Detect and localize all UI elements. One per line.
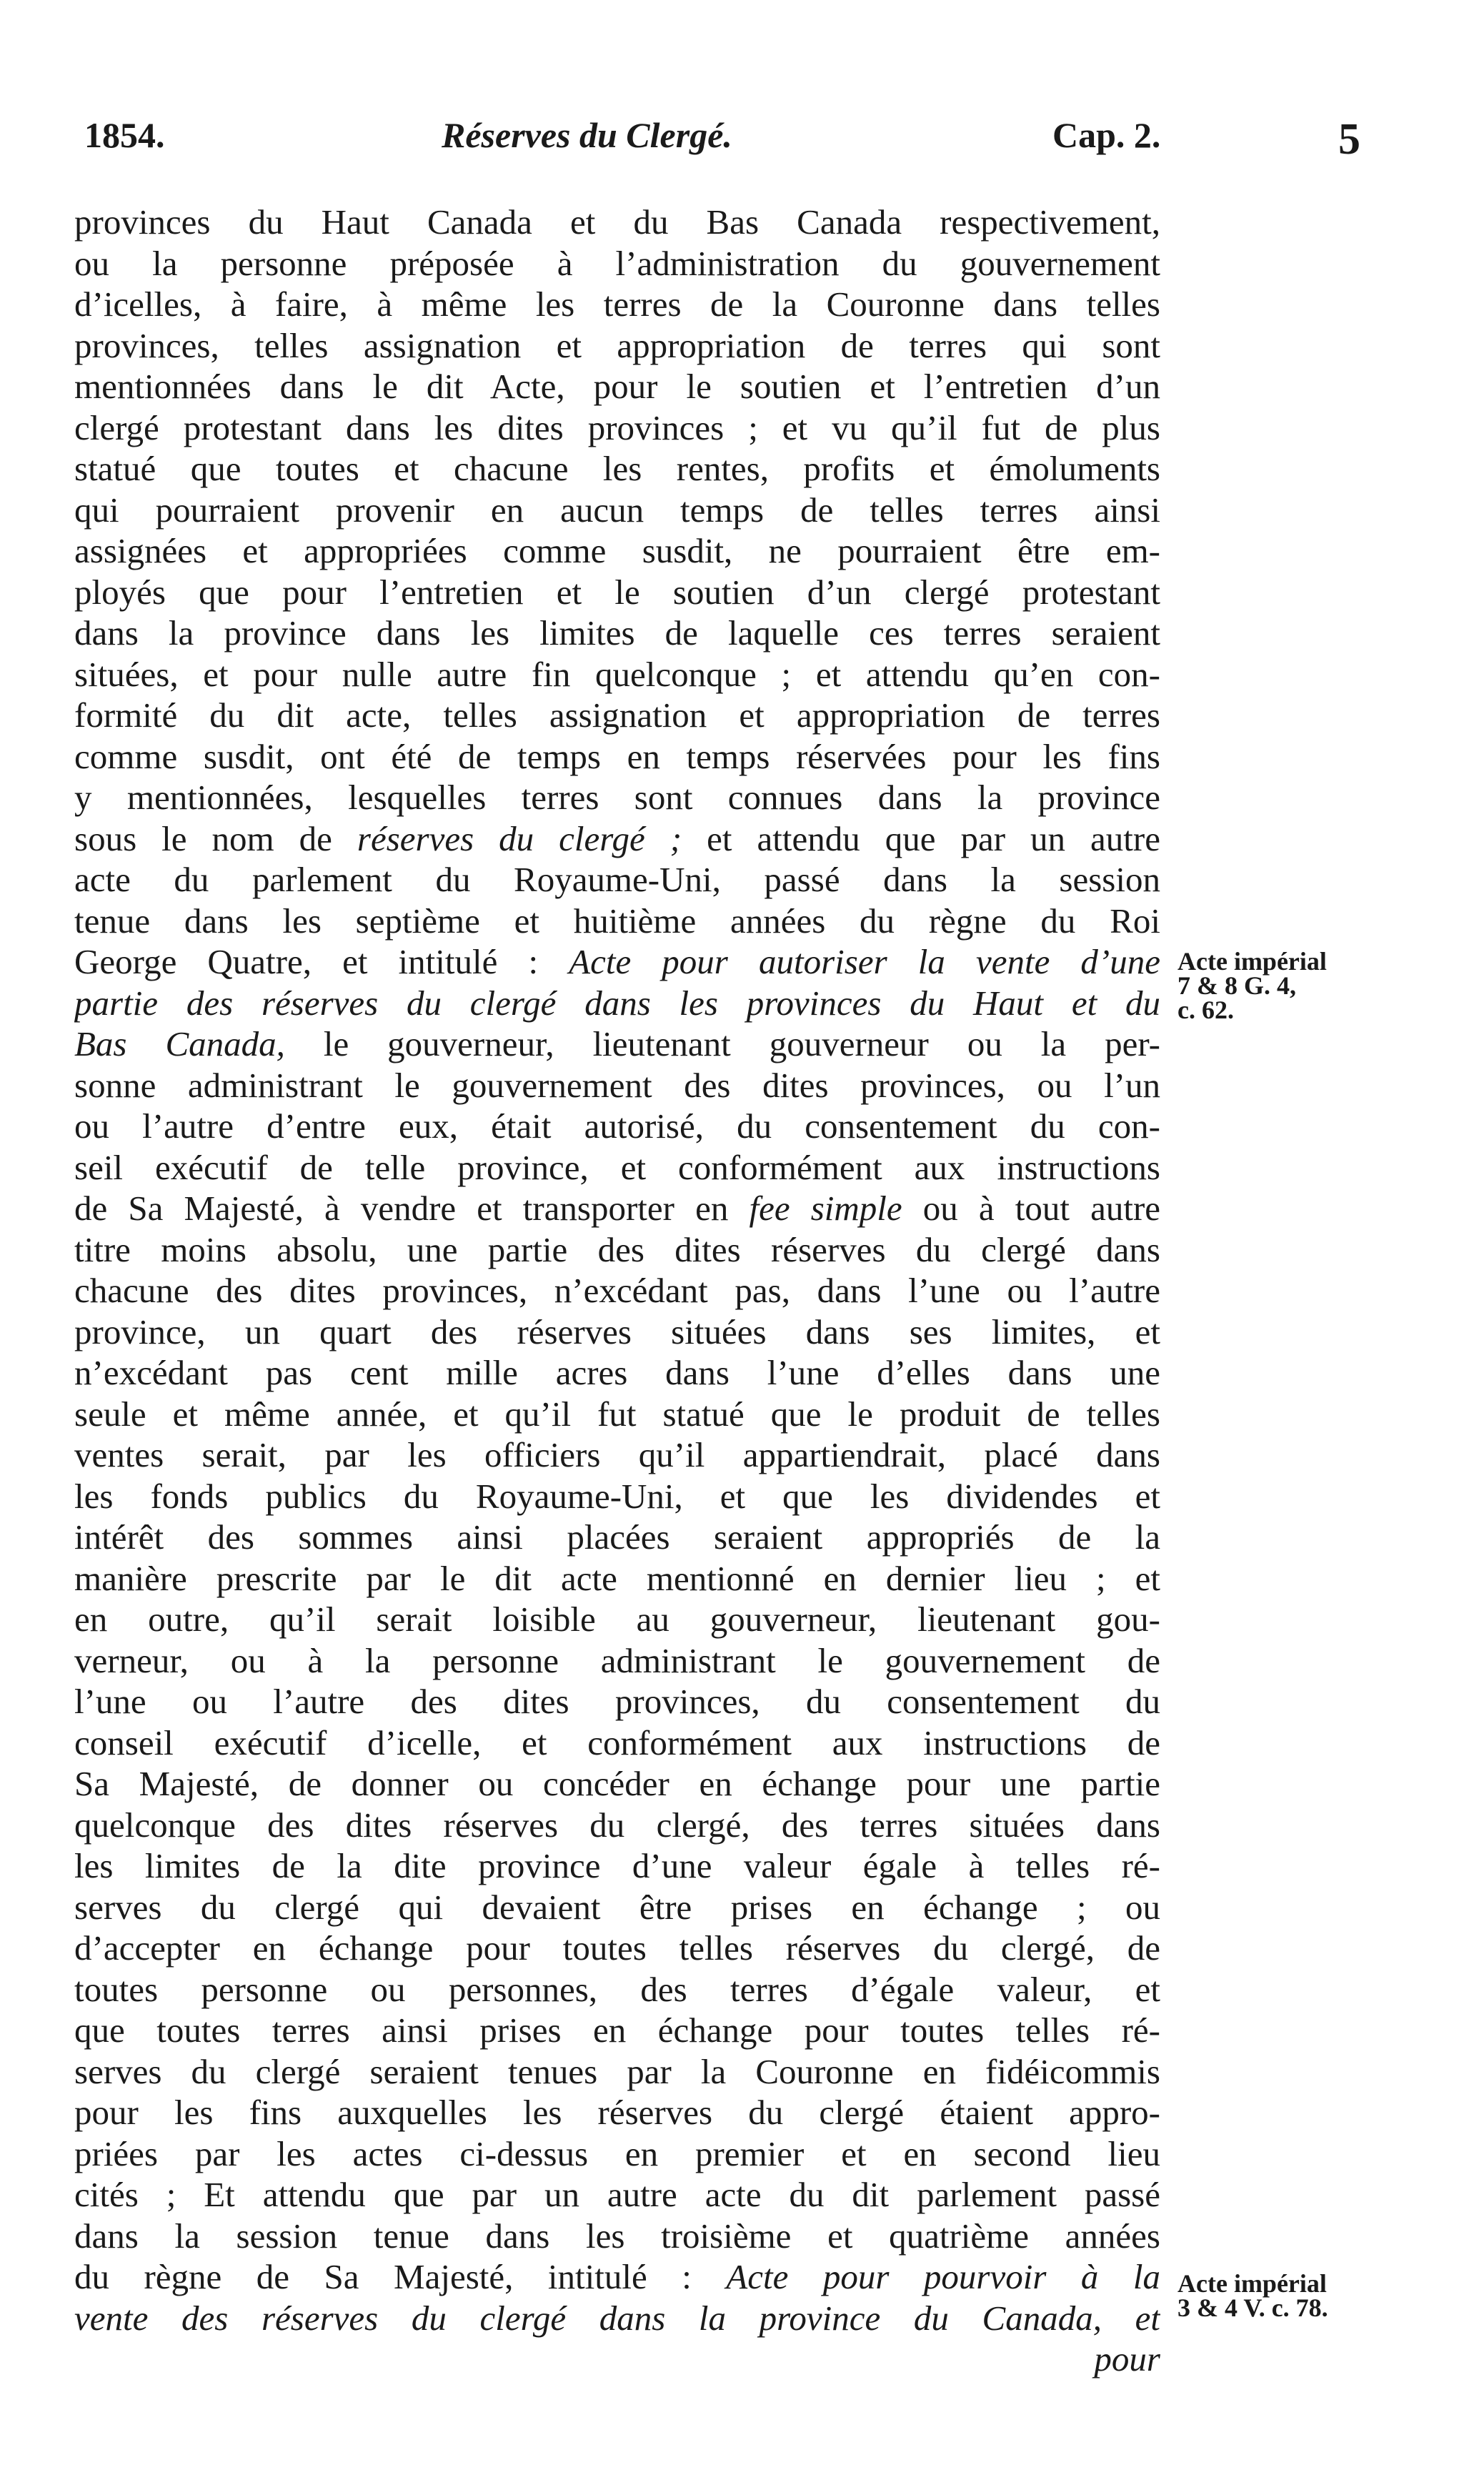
text-line: [74, 2133, 1160, 2175]
text-segment: que toutes terres ainsi prises en échange pour toutes telles ré-: [74, 2010, 1160, 2050]
text-line: [74, 202, 1160, 243]
text-line: [74, 654, 1160, 695]
text-line: [74, 1763, 1160, 1805]
text-segment: qui pourraient provenir en aucun temps de telles terres ainsi: [74, 490, 1160, 530]
text-line: [74, 2051, 1160, 2093]
text-segment: George Quatre, et intitulé :: [74, 942, 569, 981]
text-line: [74, 2216, 1160, 2257]
header-chapter: Cap. 2.: [1052, 115, 1161, 155]
text-segment: seil exécutif de telle province, et conformément aux instructions: [74, 1147, 1160, 1187]
text-segment: ployés que pour l’entretien et le soutien d’un clergé protestant: [74, 572, 1160, 612]
text-line: [74, 2174, 1160, 2216]
text-line: [74, 366, 1160, 407]
page-number: 5: [1338, 115, 1360, 164]
text-segment: du règne de Sa Majesté, intitulé :: [74, 2257, 727, 2296]
text-line: [74, 448, 1160, 490]
text-line: [74, 1969, 1160, 2010]
running-header: [84, 114, 1363, 172]
text-segment: Acte pour autoriser la vente d’une: [569, 942, 1160, 981]
text-segment: ventes serait, par les officiers qu’il appartiendrait, placé dans: [74, 1435, 1160, 1474]
text-line: [74, 612, 1160, 654]
text-segment: Sa Majesté, de donner ou concéder en échange pour une partie: [74, 1764, 1160, 1803]
text-line: [74, 941, 1160, 983]
margin-note-line: c. 62.: [1177, 996, 1234, 1024]
text-segment: ou à tout autre: [902, 1189, 1160, 1228]
text-line: [74, 2298, 1160, 2339]
text-segment: chacune des dites provinces, n’excédant pas, dans l’une ou l’autre: [74, 1271, 1160, 1310]
text-line: [74, 243, 1160, 284]
text-segment: provinces du Haut Canada et du Bas Canada respectivement,: [74, 202, 1160, 242]
text-segment: serves du clergé seraient tenues par la Couronne en fidéicommis: [74, 2051, 1160, 2091]
text-segment: ou la personne préposée à l’administration du gouvernement: [74, 243, 1160, 283]
text-segment: cités ; Et attendu que par un autre acte du dit parlement passé: [74, 2175, 1160, 2214]
text-segment: tenue dans les septième et huitième années du règne du Roi: [74, 901, 1160, 941]
text-line: [74, 1311, 1160, 1353]
text-line: [74, 490, 1160, 531]
margin-note-line: Acte impérial: [1177, 947, 1327, 976]
text-line: [74, 284, 1160, 325]
margin-note-line: 3 & 4 V. c. 78.: [1177, 2293, 1328, 2322]
text-line: [74, 2256, 1160, 2298]
text-line: [74, 2092, 1160, 2133]
text-segment: comme susdit, ont été de temps en temps réservées pour les fins: [74, 736, 1160, 776]
text-line: [74, 818, 1160, 860]
text-line: [74, 1147, 1160, 1189]
text-segment: ou l’autre d’entre eux, était autorisé, du consentement du con-: [74, 1106, 1160, 1146]
text-segment: acte du parlement du Royaume-Uni, passé dans la session: [74, 860, 1160, 899]
text-line: [74, 859, 1160, 901]
text-segment: pour les fins auxquelles les réserves du clergé étaient appro-: [74, 2093, 1160, 2132]
text-segment: pour: [1094, 2339, 1160, 2379]
text-line: [74, 1599, 1160, 1640]
margin-note-acte-imperial-1: [1177, 949, 1327, 1022]
text-line: [74, 1845, 1160, 1887]
text-line: [74, 1394, 1160, 1435]
text-segment: n’excédant pas cent mille acres dans l’une d’elles dans une: [74, 1353, 1160, 1392]
text-segment: les fonds publics du Royaume-Uni, et que les dividendes et: [74, 1476, 1160, 1516]
text-segment: formité du dit acte, telles assignation et appropriation de terres: [74, 695, 1160, 735]
text-line: [74, 1270, 1160, 1311]
text-segment: les limites de la dite province d’une valeur égale à telles ré-: [74, 1846, 1160, 1885]
text-segment: fee simple: [749, 1189, 902, 1228]
text-segment: statué que toutes et chacune les rentes, profits et émoluments: [74, 449, 1160, 488]
text-line: [74, 572, 1160, 613]
text-segment: mentionnées dans le dit Acte, pour le soutien et l’entretien d’un: [74, 367, 1160, 406]
text-segment: clergé protestant dans les dites provinces ; et vu qu’il fut de plus: [74, 407, 1160, 447]
text-line: [74, 1188, 1160, 1229]
text-segment: y mentionnées, lesquelles terres sont connues dans la province: [74, 778, 1160, 817]
text-line: [74, 983, 1160, 1024]
text-segment: le gouverneur, lieutenant gouverneur ou la per-: [284, 1024, 1160, 1063]
body-text: [74, 202, 1160, 2380]
margin-note-line: 7 & 8 G. 4,: [1177, 971, 1296, 1000]
text-line: [74, 736, 1160, 778]
text-line: [74, 1065, 1160, 1106]
text-segment: situées, et pour nulle autre fin quelconque ; et attendu qu’en con-: [74, 654, 1160, 694]
text-segment: quelconque des dites réserves du clergé, des terres situées dans: [74, 1805, 1160, 1845]
text-line: [74, 530, 1160, 572]
text-line: [74, 1928, 1160, 1969]
text-line: [74, 325, 1160, 367]
text-segment: l’une ou l’autre des dites provinces, du consentement du: [74, 1682, 1160, 1721]
text-segment: serves du clergé qui devaient être prises en échange ; ou: [74, 1887, 1160, 1927]
text-segment: sous le nom de: [74, 818, 357, 858]
text-segment: manière prescrite par le dit acte mentionné en dernier lieu ; et: [74, 1558, 1160, 1598]
text-segment: d’accepter en échange pour toutes telles réserves du clergé, de: [74, 1928, 1160, 1968]
margin-note-acte-imperial-2: [1177, 2271, 1328, 2320]
text-line: [74, 1805, 1160, 1846]
text-line: [74, 1640, 1160, 1682]
text-segment: dans la province dans les limites de laquelle ces terres seraient: [74, 613, 1160, 653]
text-segment: conseil exécutif d’icelle, et conformément aux instructions de: [74, 1722, 1160, 1762]
text-segment: dans la session tenue dans les troisième et quatrième années: [74, 2216, 1160, 2256]
text-segment: intérêt des sommes ainsi placées seraient appropriés de la: [74, 1517, 1160, 1557]
text-line: [74, 777, 1160, 818]
text-segment: Acte pour pourvoir à la: [726, 2257, 1160, 2296]
text-segment: sonne administrant le gouvernement des dites provinces, ou l’un: [74, 1065, 1160, 1105]
text-line: [74, 1517, 1160, 1558]
text-segment: partie des réserves du clergé dans les provinces du Haut et du: [74, 983, 1160, 1023]
text-line: [74, 1106, 1160, 1147]
text-segment: assignées et appropriées comme susdit, ne pourraient être em-: [74, 531, 1160, 570]
text-line: [74, 1434, 1160, 1476]
text-segment: d’icelles, à faire, à même les terres de la Couronne dans telles: [74, 284, 1160, 324]
text-segment: réserves du clergé ;: [357, 818, 682, 858]
text-line: [74, 1476, 1160, 1517]
text-segment: provinces, telles assignation et appropriation de terres qui sont: [74, 325, 1160, 365]
text-line: [74, 1887, 1160, 1928]
text-line: [74, 901, 1160, 942]
header-year: 1854.: [84, 115, 165, 155]
text-line: [74, 1352, 1160, 1394]
text-segment: titre moins absolu, une partie des dites réserves du clergé dans: [74, 1229, 1160, 1269]
text-line: [74, 2010, 1160, 2051]
text-line: [74, 1722, 1160, 1764]
text-segment: en outre, qu’il serait loisible au gouverneur, lieutenant gou-: [74, 1599, 1160, 1639]
text-line: [74, 407, 1160, 449]
margin-note-line: Acte impérial: [1177, 2269, 1327, 2298]
text-line: [74, 1681, 1160, 1722]
text-segment: verneur, ou à la personne administrant le gouvernement de: [74, 1640, 1160, 1680]
text-line: [74, 2338, 1160, 2380]
text-line: [74, 1023, 1160, 1065]
text-line: [74, 695, 1160, 736]
text-line: [74, 1229, 1160, 1271]
text-segment: Bas Canada,: [74, 1024, 285, 1063]
text-segment: et attendu que par un autre: [682, 818, 1160, 858]
text-segment: province, un quart des réserves situées dans ses limites, et: [74, 1311, 1160, 1351]
text-line: [74, 1558, 1160, 1599]
text-segment: toutes personne ou personnes, des terres d’égale valeur, et: [74, 1969, 1160, 2009]
header-title: Réserves du Clergé.: [442, 115, 732, 155]
text-segment: de Sa Majesté, à vendre et transporter en: [74, 1189, 750, 1228]
text-segment: vente des réserves du clergé dans la province du Canada, et: [74, 2298, 1160, 2338]
text-segment: priées par les actes ci-dessus en premier et en second lieu: [74, 2133, 1160, 2173]
text-segment: seule et même année, et qu’il fut statué que le produit de telles: [74, 1394, 1160, 1434]
